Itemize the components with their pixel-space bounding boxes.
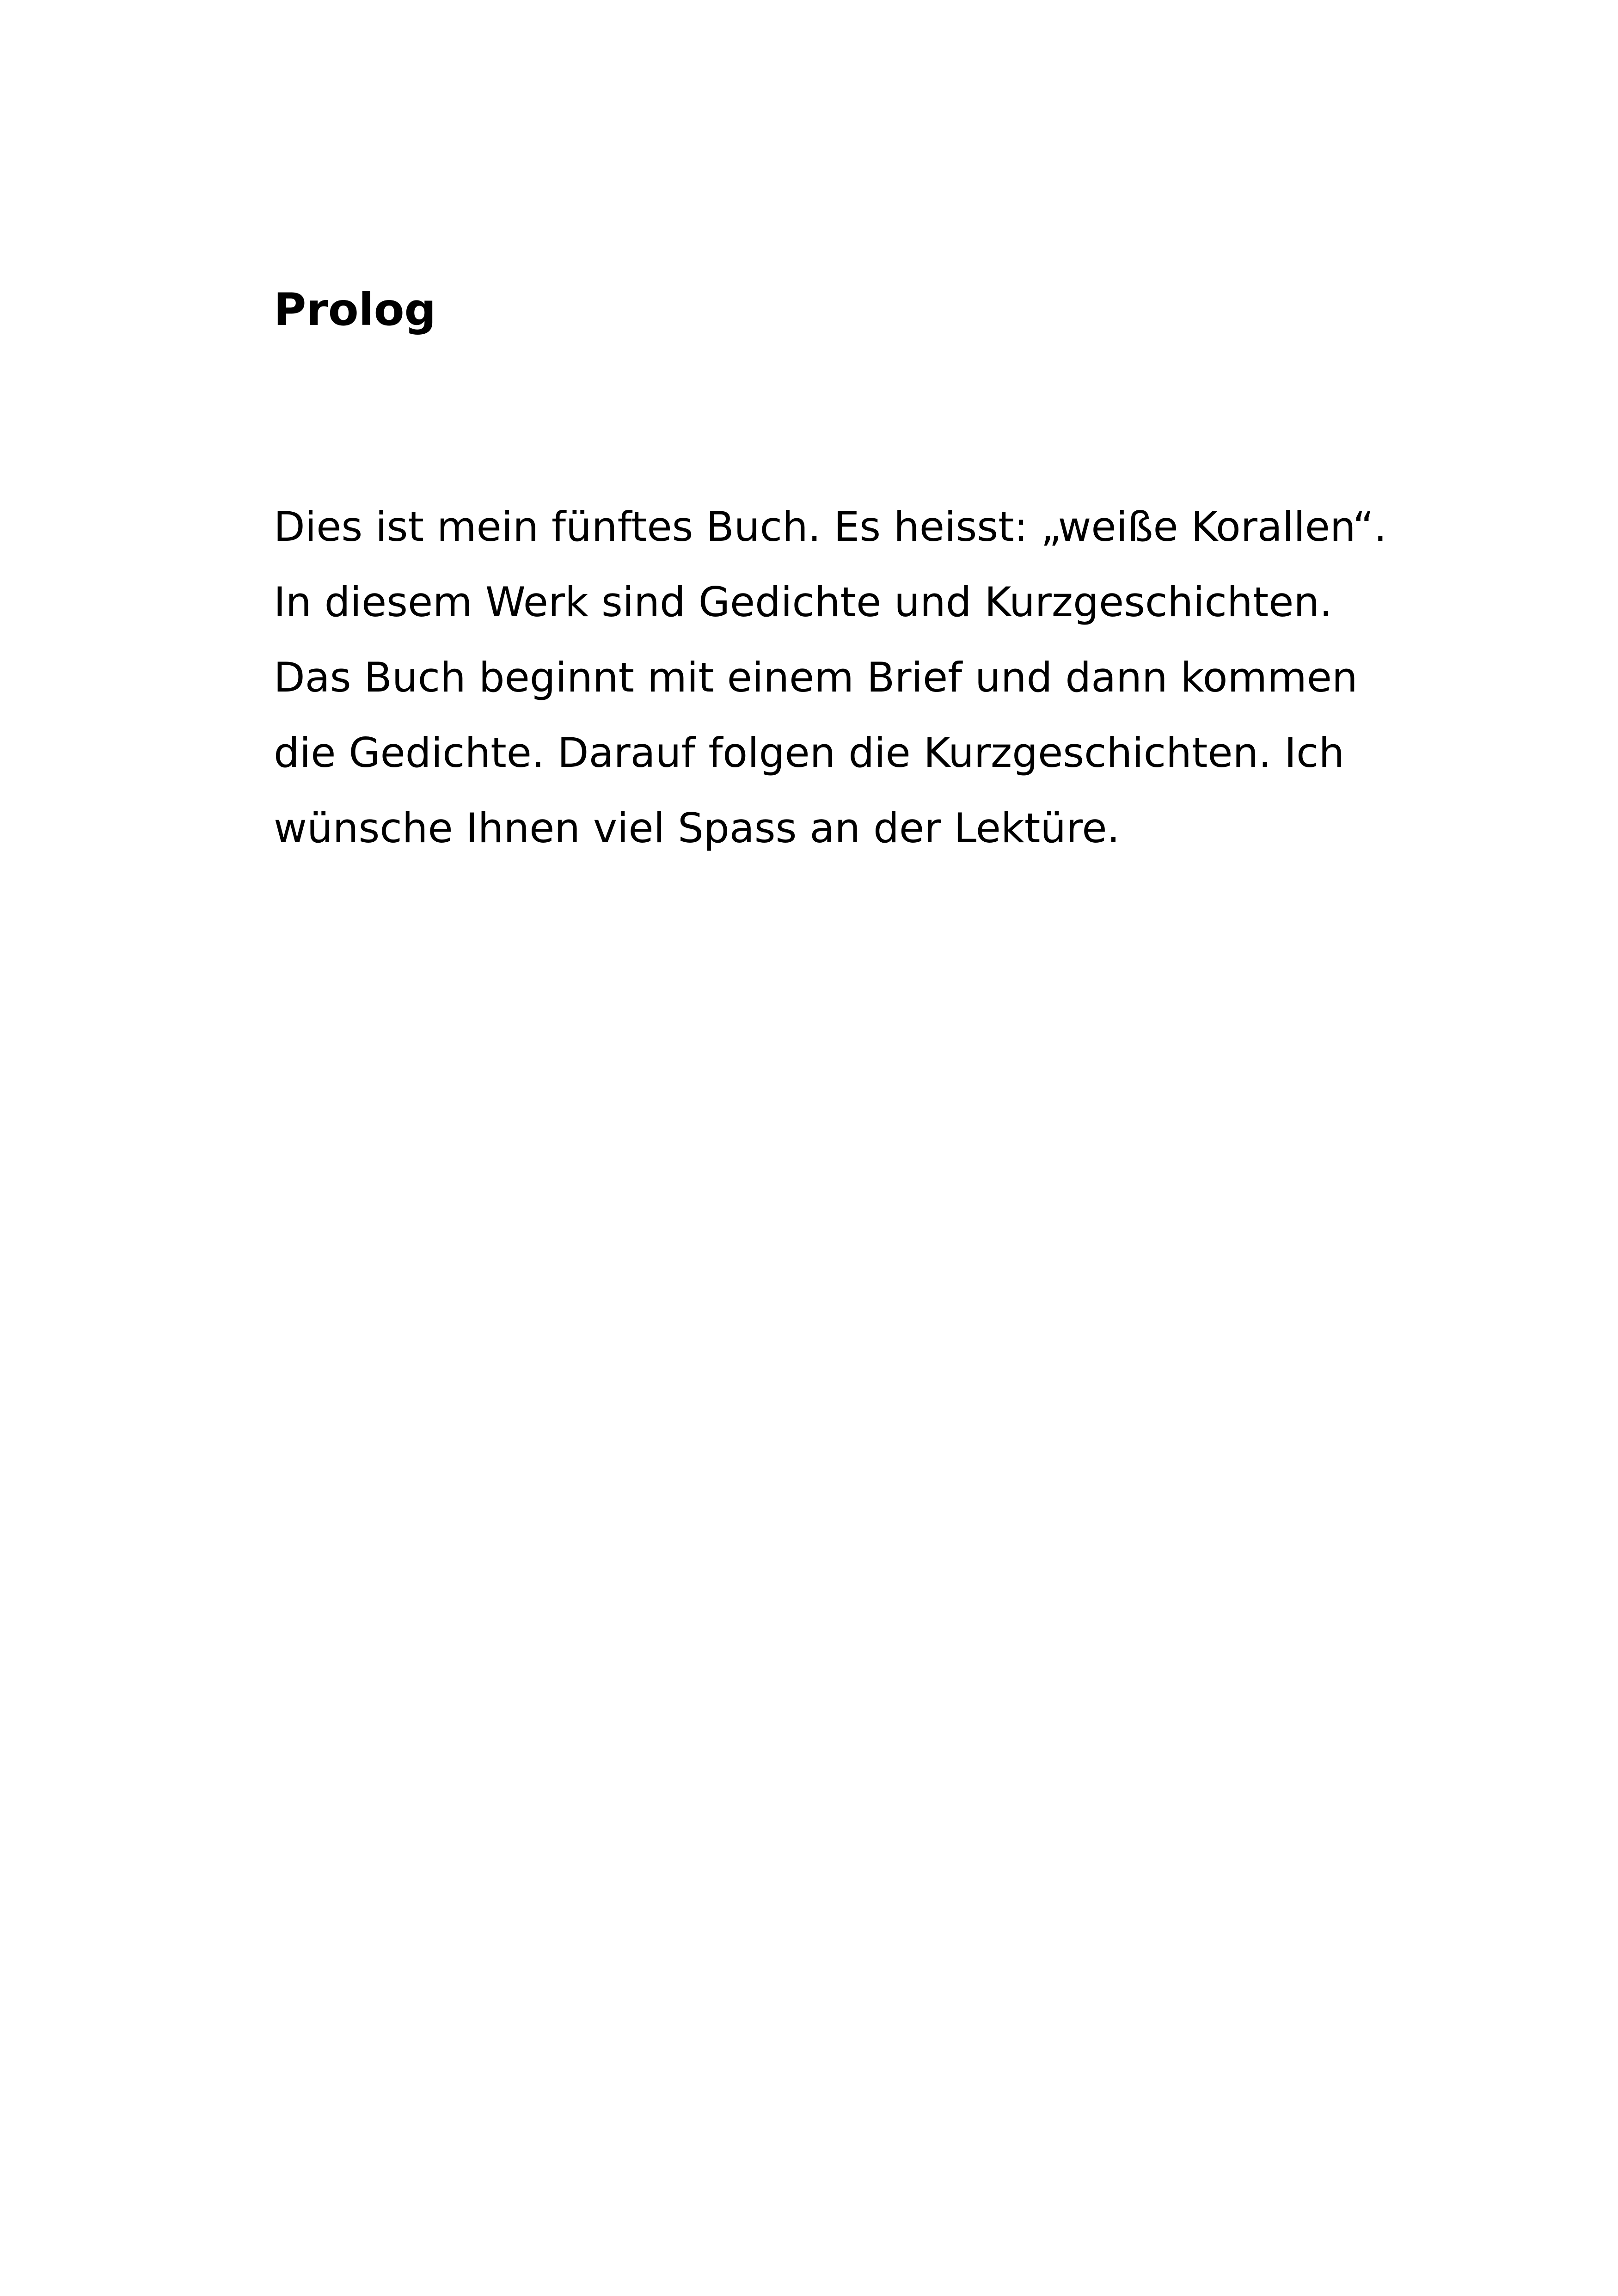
paragraph-line: Dies ist mein fünftes Buch. Es heisst: „weiße Korallen“. [274,503,1387,551]
prolog-paragraph [274,489,1387,866]
paragraph-line: wünsche Ihnen viel Spass an der Lektüre. [274,804,1120,852]
paragraph-line: In diesem Werk sind Gedichte und Kurzgeschichten. [274,578,1333,626]
paragraph-line: Das Buch beginnt mit einem Brief und dann kommen [274,654,1358,701]
page-title: Prolog [274,284,436,336]
paragraph-line: die Gedichte. Darauf folgen die Kurzgeschichten. Ich [274,729,1345,777]
